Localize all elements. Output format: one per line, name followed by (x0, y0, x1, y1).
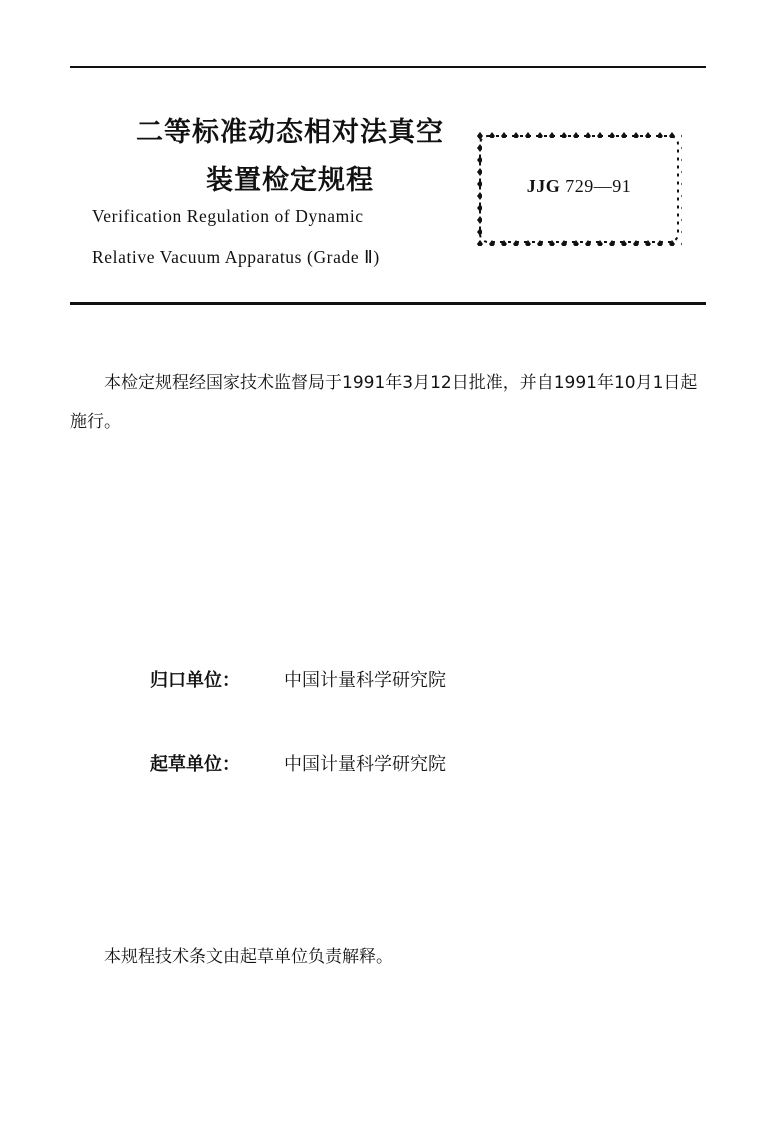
drafting-unit-row (150, 750, 446, 776)
responsible-unit-value: 中国计量科学研究院 (284, 670, 446, 691)
drafting-unit-value: 中国计量科学研究院 (284, 754, 446, 775)
interpretation-note: 本规程技术条文由起草单位负责解释。 (104, 947, 393, 967)
top-rule (70, 66, 706, 68)
title-chinese-line1: 二等标准动态相对法真空 (136, 117, 444, 148)
standard-code (474, 176, 684, 197)
standard-code-prefix: JJG (526, 176, 561, 196)
approval-paragraph: 本检定规程经国家技术监督局于1991年3月12日批准，并自1991年10月1日起施行。 (70, 373, 698, 432)
responsible-unit-row (150, 666, 446, 692)
drafting-unit-label: 起草单位： (150, 754, 240, 775)
responsible-unit-label: 归口单位： (150, 670, 240, 691)
title-chinese-line2: 装置检定规程 (206, 165, 374, 196)
bottom-rule (70, 302, 706, 305)
standard-code-number: 729—91 (565, 176, 632, 196)
standard-code-box (474, 130, 684, 248)
title-english-line1: Verification Regulation of Dynamic (92, 206, 364, 226)
title-english-line2: Relative Vacuum Apparatus (Grade Ⅱ) (92, 247, 380, 267)
